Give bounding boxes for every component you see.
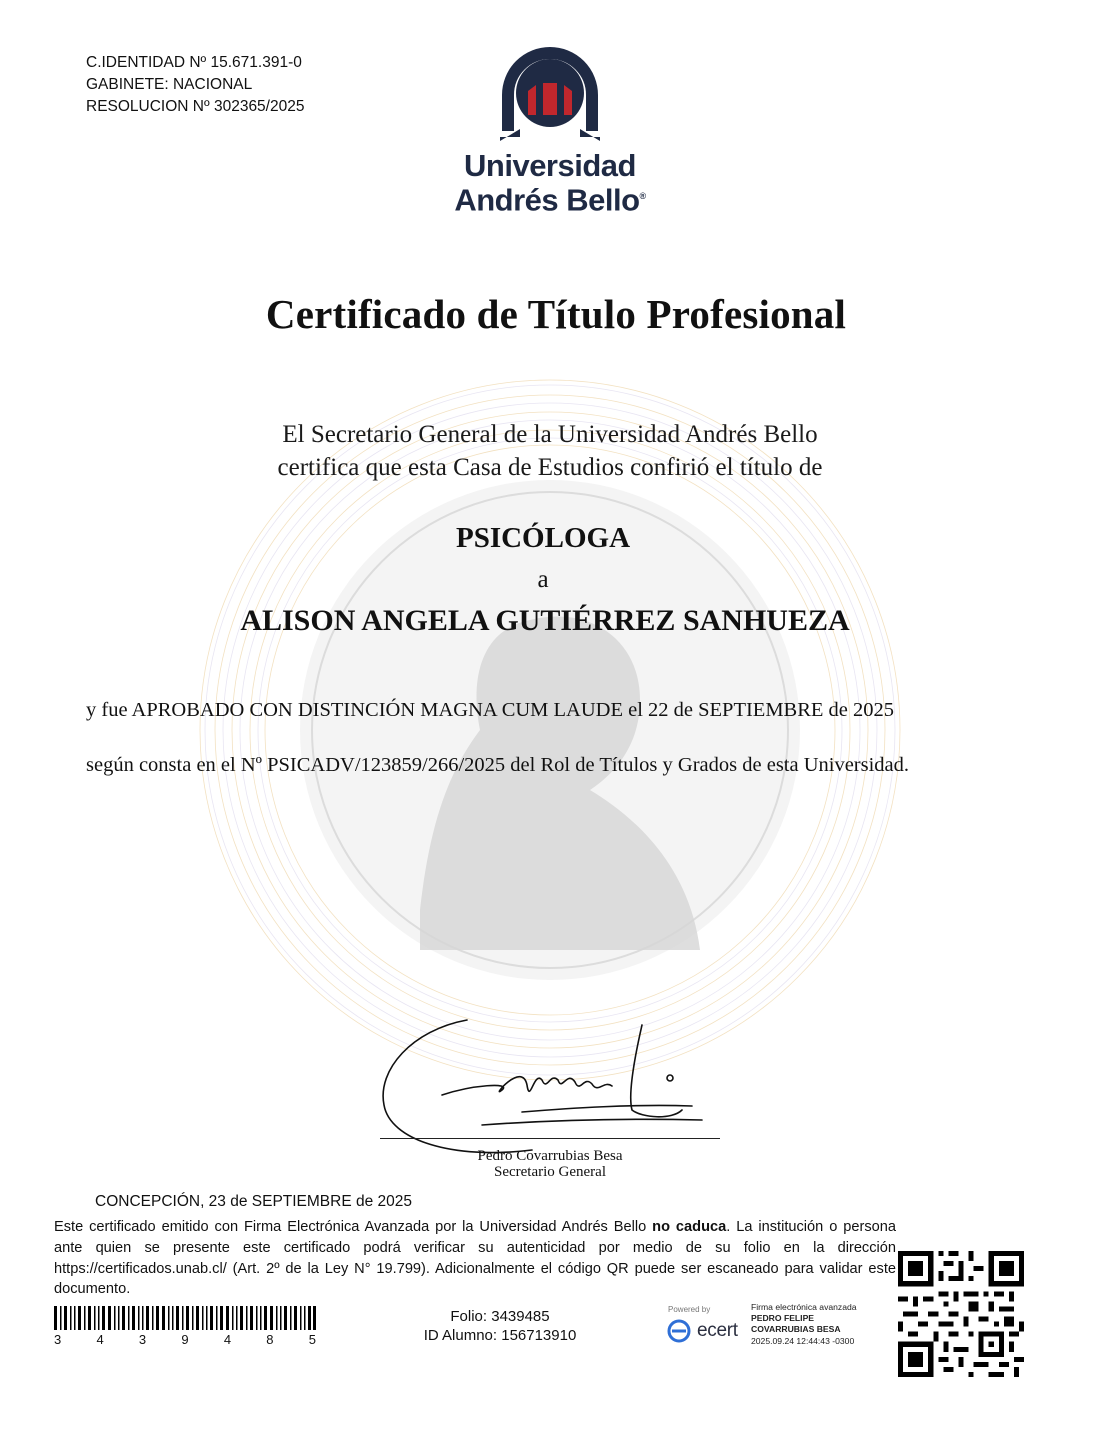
barcode-digit: 3: [138, 1332, 147, 1347]
connector-word: a: [537, 566, 549, 593]
place-date: CONCEPCIÓN, 23 de SEPTIEMBRE de 2025: [95, 1193, 413, 1210]
logo-word-universidad: Universidad: [464, 148, 636, 183]
id-number: C.IDENTIDAD Nº 15.671.391-0: [86, 54, 302, 71]
esign-name-1: PEDRO FELIPE: [751, 1313, 815, 1324]
validity-notice: Este certificado emitido con Firma Electrónica Avanzada por la Universidad Andrés Bello no caduca. La institución o persona ante quien se presente este certificado podrá verificar su autenticidad por medio de su folio en la dirección https://certificados.unab.cl/ (Art. 2º de la Ley N° 19.799). Adicionalmente el código QR puede ser escaneado para validar este documento.: [54, 1219, 896, 1298]
registry-statement: según consta en el Nº PSICADV/123859/266/2025 del Rol de Títulos y Grados de esta Universidad.: [86, 754, 910, 776]
student-id: ID Alumno: 156713910: [423, 1327, 577, 1344]
electronic-signature-block: [751, 1302, 857, 1347]
esign-name-2: COVARRUBIAS BESA: [751, 1324, 841, 1335]
certificate-title: Certificado de Título Profesional: [265, 291, 847, 337]
signer-block: [380, 1148, 720, 1180]
barcode-digit: 8: [266, 1332, 274, 1347]
barcode-digit: 9: [181, 1332, 189, 1347]
barcode-digit: 3: [54, 1332, 62, 1347]
signature-line: [380, 1138, 720, 1139]
barcode-digit: 5: [308, 1332, 316, 1347]
intro-text: [0, 418, 1100, 484]
logo-emblem-icon: [450, 45, 650, 145]
signer-name: Pedro Covarrubias Besa: [477, 1148, 623, 1164]
esign-timestamp: 2025.09.24 12:44:43 -0300: [751, 1335, 855, 1346]
folio-block: [400, 1307, 600, 1345]
logo-word-name: Andrés Bello®: [454, 182, 646, 218]
esign-label: Firma electrónica avanzada: [751, 1302, 857, 1312]
signer-position: Secretario General: [493, 1164, 607, 1180]
qr-code[interactable]: [898, 1251, 1024, 1377]
folio-number: Folio: 3439485: [450, 1308, 550, 1325]
barcode-digit: 4: [223, 1332, 232, 1347]
intro-line-1: El Secretario General de la Universidad Andrés Bello: [282, 421, 818, 448]
graduate-name: ALISON ANGELA GUTIÉRREZ SANHUEZA: [240, 604, 850, 637]
cabinet: GABINETE: NACIONAL: [86, 76, 253, 93]
identity-block: [86, 52, 304, 118]
university-logo: [450, 45, 650, 217]
barcode-digits: [54, 1332, 316, 1347]
degree-title: PSICÓLOGA: [455, 522, 631, 554]
ecert-brand: ecert: [697, 1320, 738, 1341]
intro-line-2: certifica que esta Casa de Estudios confirió el título de: [277, 454, 823, 481]
approval-statement: y fue APROBADO CON DISTINCIÓN MAGNA CUM LAUDE el 22 de SEPTIEMBRE de 2025: [86, 699, 895, 721]
resolution-number: RESOLUCION Nº 302365/2025: [86, 98, 305, 115]
handwritten-signature: [372, 1000, 732, 1160]
barcode-digit: 4: [96, 1332, 104, 1347]
powered-by-label: Powered by: [668, 1305, 711, 1314]
